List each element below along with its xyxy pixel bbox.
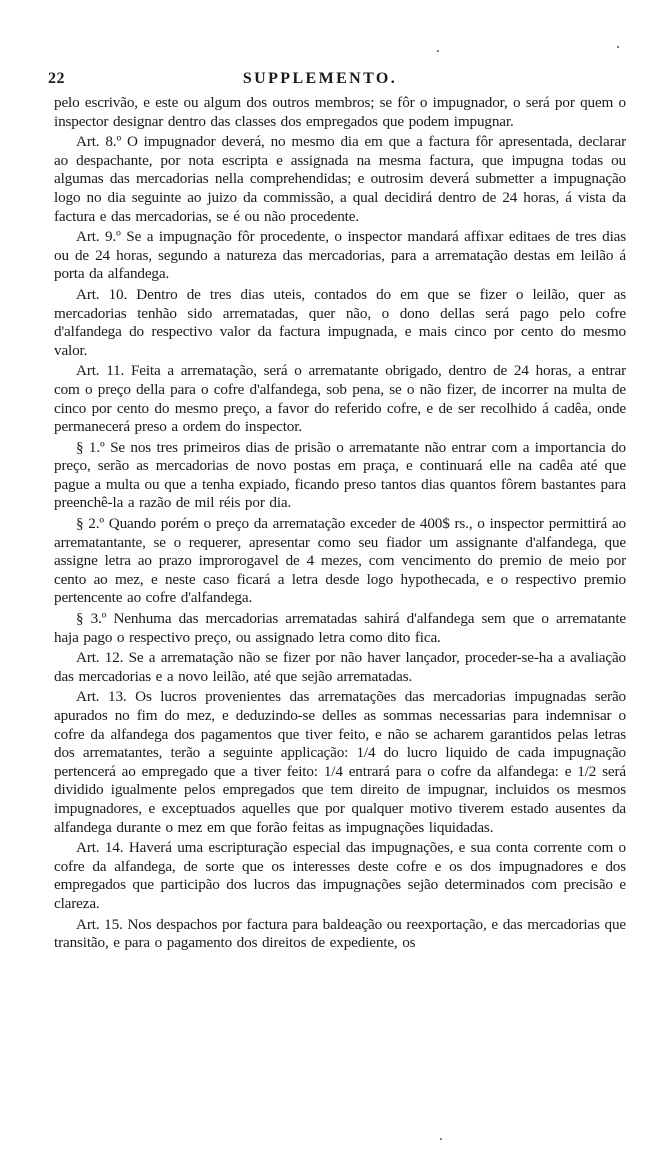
print-speck xyxy=(437,50,439,52)
body-text xyxy=(54,94,626,953)
paragraph-text: Quando porém o preço da arrematação exceder de 400$ rs., o inspector permittirá ao arrematantante, se o requerer, apresentar como seu fiador um assignante d'alfandega, que assigne letra ao prazo improrogavel de 4 mezes, com vencimento do premio de meio por cento ao mez, e neste caso ficará a letra desde logo hypothecada, e o respectivo premio pertencente ao cofre d'alfandega. xyxy=(54,515,626,607)
paragraph-text: Dentro de tres dias uteis, contados do em que se fizer o leilão, quer as mercadorias tenhão sido arrematadas, quer não, o dono dellas será pago pelo cofre d'alfandega do respectivo valor da factura impugnada, e mais cinco por cento do mesmo valor. xyxy=(54,285,626,359)
section-label: § 1.º xyxy=(76,438,105,456)
paragraph-text: O impugnador deverá, no mesmo dia em que a factura fôr apresentada, declarar ao despachante, por nota escripta e assignada na mesma factura, que impugna todas ou algumas das mercadorias nella comprehendidas; e outrosim deverá submetter a impugnação logo no dia seguinte ao juizo da commissão, a qual decidirá dentro de 24 horas, á vista da factura e das mercadorias, se é ou não procedente. xyxy=(54,133,626,225)
paragraph-text: Os lucros provenientes das arrematações das mercadorias impugnadas serão apurados no fim do mez, e deduzindo-se delles as sommas necessarias para indemnisar o cofre da alfandega dos pagamentos que tiver feito, e não se acharem garantidos pelas letras dos arrematantes, terão a seguinte applicação: 1/4 do lucro liquido de cada impugnação pertencerá ao empregado que a tiver feito: 1/4 entrará para o cofre da alfandega: e 1/2 será dividido igualmente pelos empregados que tem direito de impugnar, incluidos os mesmos impugnadores, e exceptuados aquelles que por qualquer motivo tiverem estado ausentes da alfandega durante o mez em que forão feitas as impugnações liquidadas. xyxy=(54,688,626,836)
article-label: Art. 10. xyxy=(76,285,128,303)
section-label: § 2.º xyxy=(76,515,104,533)
paragraph-text: Nenhuma das mercadorias arrematadas sahirá d'alfandega sem que o arrematante haja pago o respectivo preço, ou assignado letra como dito fica. xyxy=(54,610,626,646)
article-label: Art. 11. xyxy=(76,362,125,380)
paragraph-art-9 xyxy=(54,228,626,284)
paragraph-text: Haverá uma escripturação especial das impugnações, e sua conta corrente com o cofre da alfandega, de sorte que os interesses deste cofre e os dos impugnadores e dos empregados que participão dos lucros das impugnações sejão determinados com precisão e clareza. xyxy=(54,839,627,912)
paragraph-art-10 xyxy=(54,286,626,360)
article-label: Art. 14. xyxy=(76,839,124,857)
paragraph-art-11 xyxy=(54,362,626,436)
page-number: 22 xyxy=(48,70,65,87)
article-label: Art. 13. xyxy=(76,688,127,706)
running-header xyxy=(48,68,626,90)
article-label: Art. 9.º xyxy=(76,228,121,246)
paragraph-text: Se a arrematação não se fizer por não haver lançador, proceder-se-ha a avaliação das mercadorias e a novo leilão, até que sejão arrematadas. xyxy=(54,649,626,685)
article-label: Art. 12. xyxy=(76,649,124,667)
paragraph-text: Feita a arrematação, será o arrematante obrigado, dentro de 24 horas, a entrar com o preço della para o cofre d'alfandega, sob pena, se o não fizer, de incorrer na multa de cinco por cento do mesmo preço, a favor do referido cofre, e de ser recolhido á cadêa, onde permanecerá preso a ordem do inspector. xyxy=(54,362,626,436)
paragraph-sec-3 xyxy=(54,610,626,647)
paragraph-text: Se a impugnação fôr procedente, o inspector mandará affixar editaes de tres dias ou de 24 horas, segundo a natureza das mercadorias, para a arrematação destas em leilão á porta da alfandega. xyxy=(54,228,626,283)
article-label: Art. 8.º xyxy=(76,133,122,151)
section-label: § 3.º xyxy=(76,610,107,628)
article-label: Art. 15. xyxy=(76,915,123,933)
paragraph-sec-2 xyxy=(54,515,626,608)
paragraph-text: Nos despachos por factura para baldeação ou reexportação, e das mercadorias que transitão, e para o pagamento dos direitos de expediente, os xyxy=(54,915,626,952)
document-page xyxy=(48,68,627,953)
paragraph-art-12 xyxy=(54,649,626,686)
paragraph-art-15 xyxy=(54,916,626,953)
print-speck xyxy=(617,46,619,48)
paragraph-text: Se nos tres primeiros dias de prisão o arrematante não entrar com a importancia do preço, serão as mercadorias de novo postas em praça, e continuará elle na cadêa até que pague a multa ou que a tenha expiado, ficando preso tantos dias quantos fôrem bastantes para preenchê-la a razão de mil réis por dia. xyxy=(54,438,627,512)
paragraph-sec-1 xyxy=(54,439,626,513)
paragraph-continuation xyxy=(54,94,626,131)
paragraph-art-8 xyxy=(54,133,626,226)
running-title: SUPPLEMENTO. xyxy=(242,70,398,87)
paragraph-art-13 xyxy=(54,688,626,837)
paragraph-art-14 xyxy=(54,839,626,913)
paragraph-text: pelo escrivão, e este ou algum dos outros membros; se fôr o impugnador, o será por quem o inspector designar dentro das classes dos empregados que podem impugnar. xyxy=(54,94,626,130)
print-speck xyxy=(440,1138,442,1140)
